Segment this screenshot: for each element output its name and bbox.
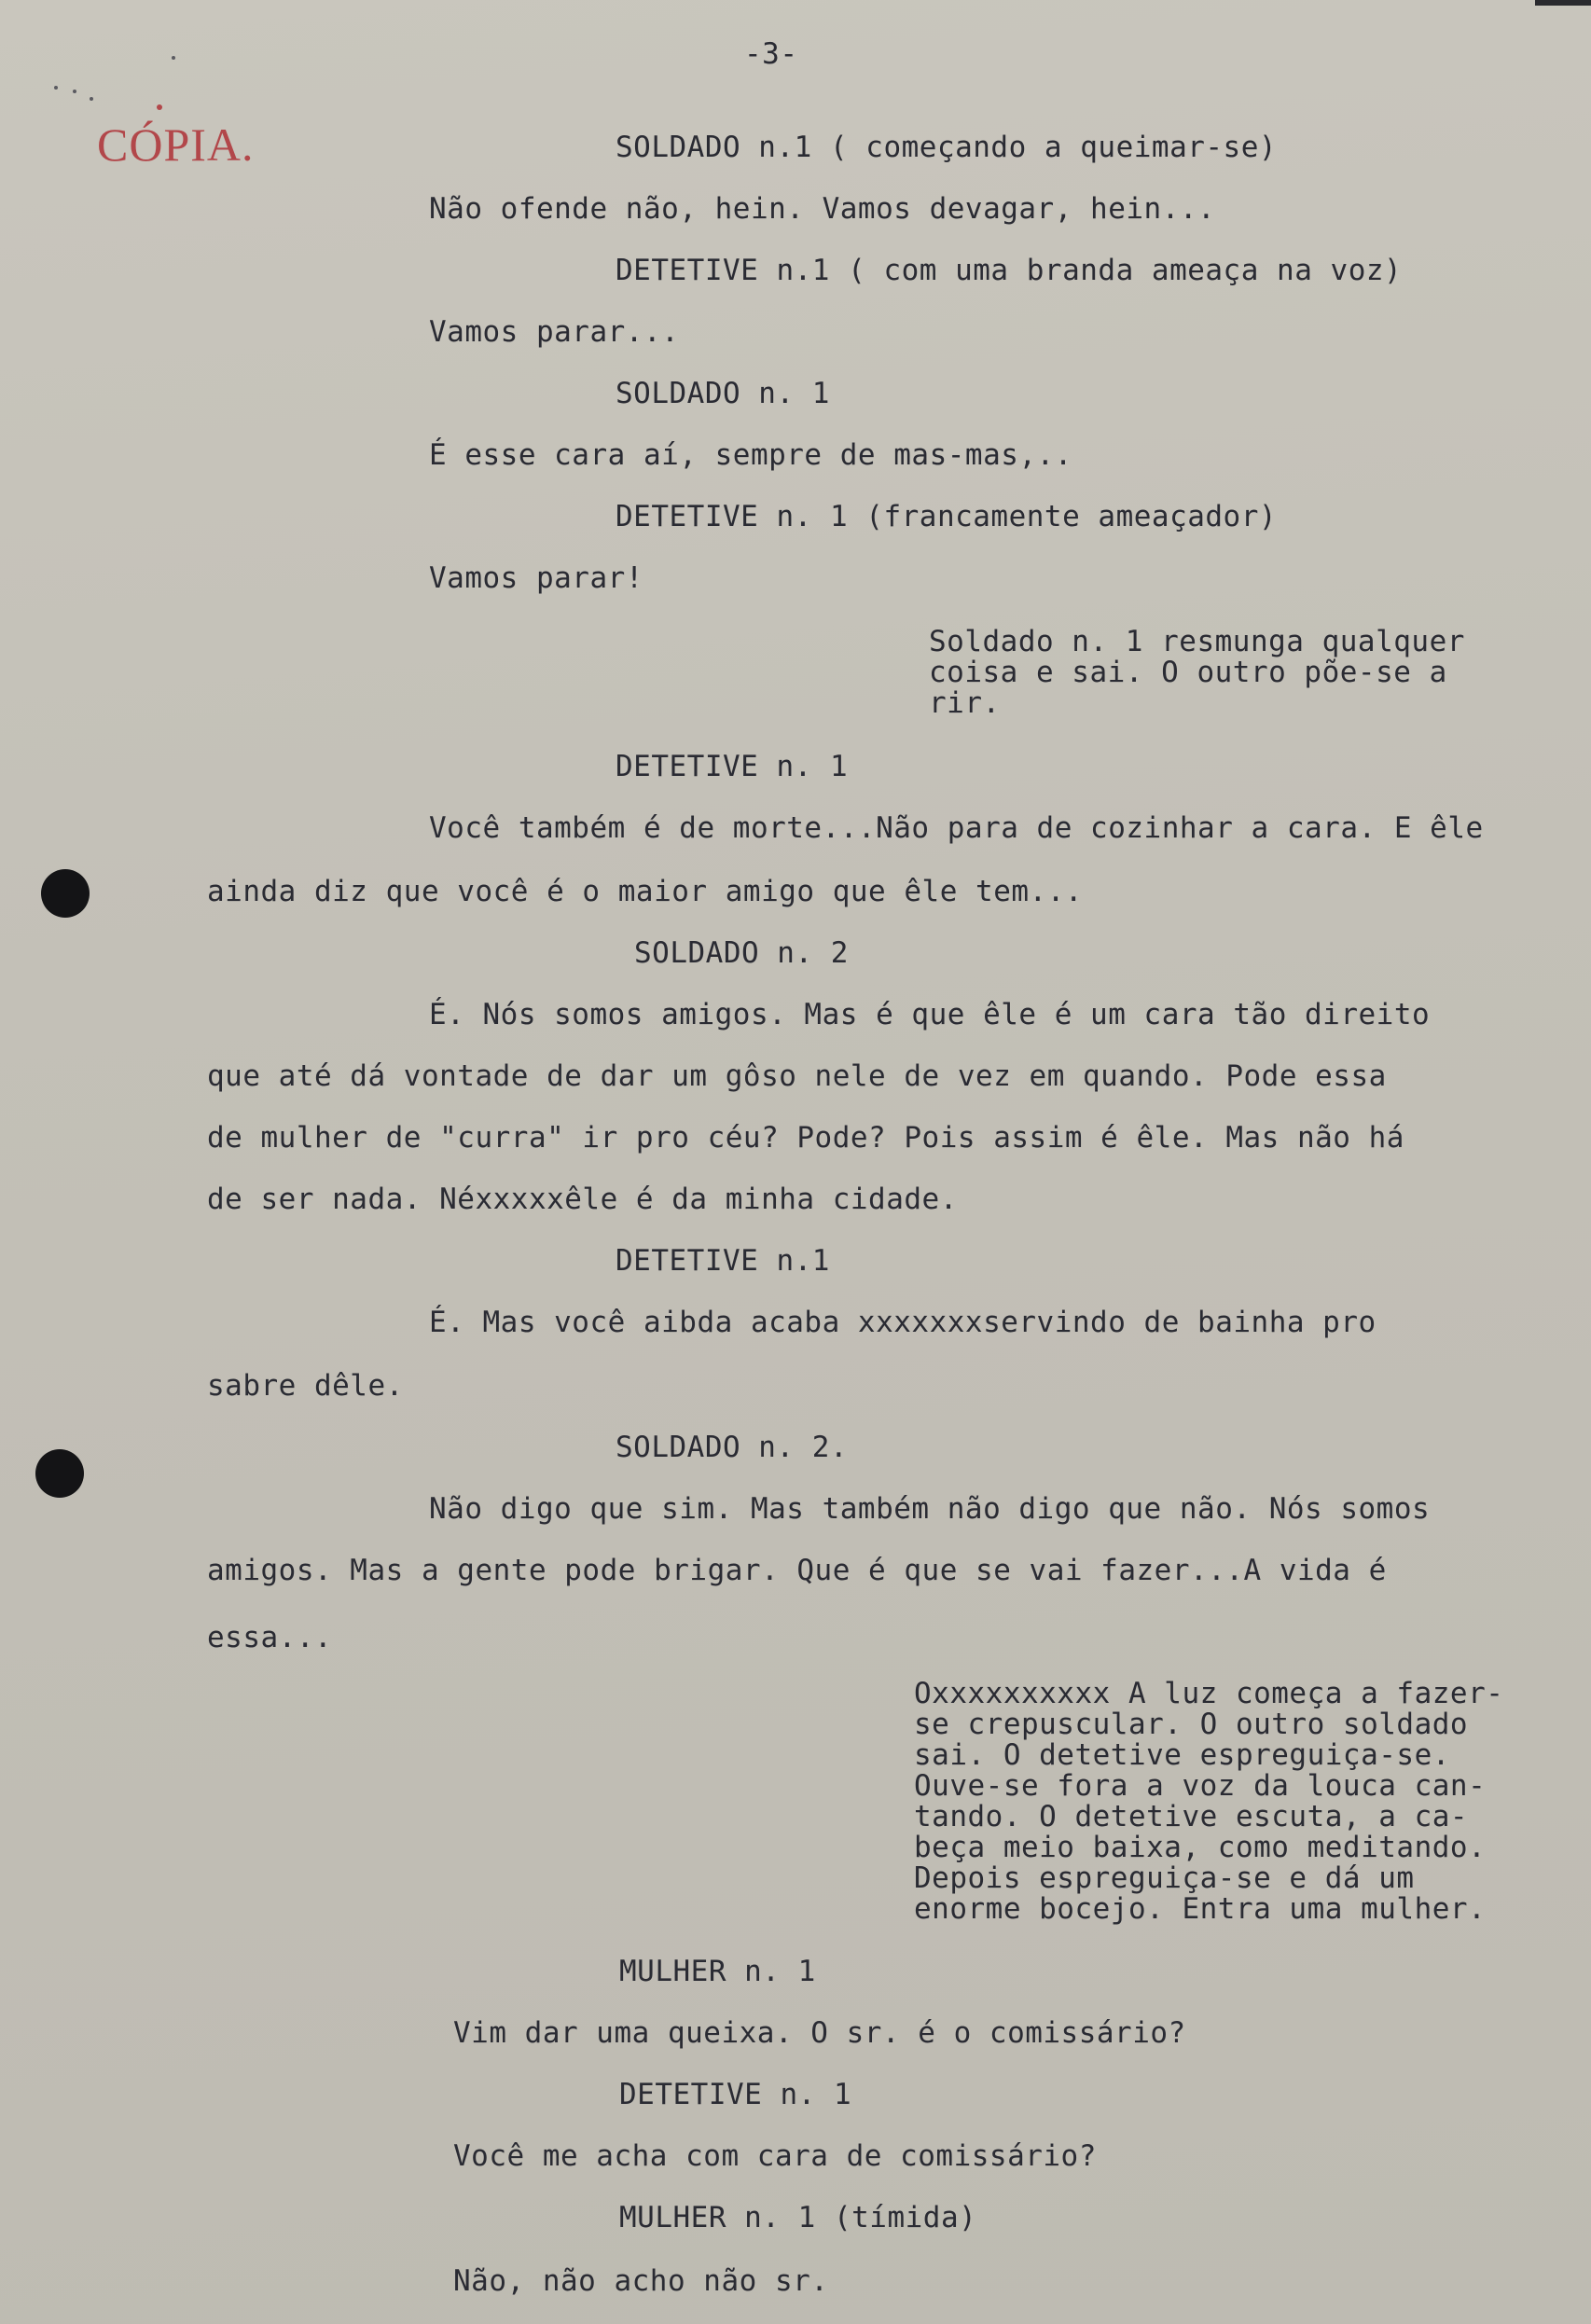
dialogue-line: essa... xyxy=(207,1621,333,1654)
stage-direction-line: Soldado n. 1 resmunga qualquer xyxy=(929,625,1465,658)
dialogue-line: de ser nada. Néxxxxxêle é da minha cidade. xyxy=(207,1183,958,1216)
dialogue-line: ainda diz que você é o maior amigo que êle tem... xyxy=(207,875,1084,908)
character-cue: SOLDADO n. 1 xyxy=(616,377,830,410)
punch-hole xyxy=(41,869,90,918)
stage-direction-line: Ouve-se fora a voz da louca can- xyxy=(914,1769,1487,1803)
stage-direction-line: enorme bocejo. Entra uma mulher. xyxy=(914,1892,1487,1926)
character-cue: SOLDADO n. 2 xyxy=(634,936,849,970)
dialogue-line: Vamos parar! xyxy=(429,561,643,595)
dialogue-line: que até dá vontade de dar um gôso nele de vez em quando. Pode essa xyxy=(207,1059,1387,1093)
dialogue-line: Vamos parar... xyxy=(429,315,680,349)
dialogue-line: Você também é de morte...Não para de cozinhar a cara. E êle xyxy=(429,811,1484,845)
character-cue: DETETIVE n. 1 xyxy=(619,2078,852,2111)
stage-direction-line: Oxxxxxxxxxx A luz começa a fazer- xyxy=(914,1677,1504,1710)
stage-direction-line: coisa e sai. O outro põe-se a xyxy=(929,656,1447,689)
punch-hole xyxy=(35,1449,84,1498)
dialogue-line: sabre dêle. xyxy=(207,1369,404,1403)
character-cue: SOLDADO n. 2. xyxy=(616,1431,849,1464)
stamp-dot xyxy=(157,104,162,110)
dialogue-line: É. Nós somos amigos. Mas é que êle é um cara tão direito xyxy=(429,998,1431,1031)
stage-direction-line: Depois espreguiça-se e dá um xyxy=(914,1861,1415,1895)
stage-direction-line: sai. O detetive espreguiça-se. xyxy=(914,1738,1450,1772)
dialogue-line: amigos. Mas a gente pode brigar. Que é que se vai fazer...A vida é xyxy=(207,1554,1387,1587)
speck xyxy=(172,56,175,60)
stage-direction-line: rir. xyxy=(929,686,1001,720)
speck xyxy=(73,90,76,93)
dialogue-line: É. Mas você aibda acaba xxxxxxxservindo de bainha pro xyxy=(429,1306,1377,1339)
speck xyxy=(90,97,93,101)
speck xyxy=(54,86,58,90)
page-number: -3- xyxy=(744,37,798,71)
dialogue-line: Não digo que sim. Mas também não digo que não. Nós somos xyxy=(429,1492,1431,1526)
character-cue: DETETIVE n.1 ( com uma branda ameaça na voz) xyxy=(616,254,1403,287)
dialogue-line: É esse cara aí, sempre de mas-mas,.. xyxy=(429,438,1072,472)
character-cue: DETETIVE n.1 xyxy=(616,1244,830,1278)
stage-direction-line: se crepuscular. O outro soldado xyxy=(914,1708,1469,1741)
character-cue: MULHER n. 1 (tímida) xyxy=(619,2201,977,2234)
page-edge-mark xyxy=(1535,0,1591,6)
stage-direction-line: tando. O detetive escuta, a ca- xyxy=(914,1800,1469,1833)
character-cue: DETETIVE n. 1 (francamente ameaçador) xyxy=(616,500,1278,533)
character-cue: SOLDADO n.1 ( começando a queimar-se) xyxy=(616,131,1278,164)
copy-stamp: CÓPIA. xyxy=(97,118,255,171)
dialogue-line: de mulher de "curra" ir pro céu? Pode? Pois assim é êle. Mas não há xyxy=(207,1121,1404,1155)
character-cue: DETETIVE n. 1 xyxy=(616,750,849,783)
dialogue-line: Vim dar uma queixa. O sr. é o comissário? xyxy=(453,2016,1186,2050)
stage-direction-line: beça meio baixa, como meditando. xyxy=(914,1831,1487,1864)
dialogue-line: Não ofende não, hein. Vamos devagar, hein... xyxy=(429,192,1216,226)
dialogue-line: Você me acha com cara de comissário? xyxy=(453,2139,1097,2173)
character-cue: MULHER n. 1 xyxy=(619,1955,816,1988)
dialogue-line: Não, não acho não sr. xyxy=(453,2264,829,2298)
